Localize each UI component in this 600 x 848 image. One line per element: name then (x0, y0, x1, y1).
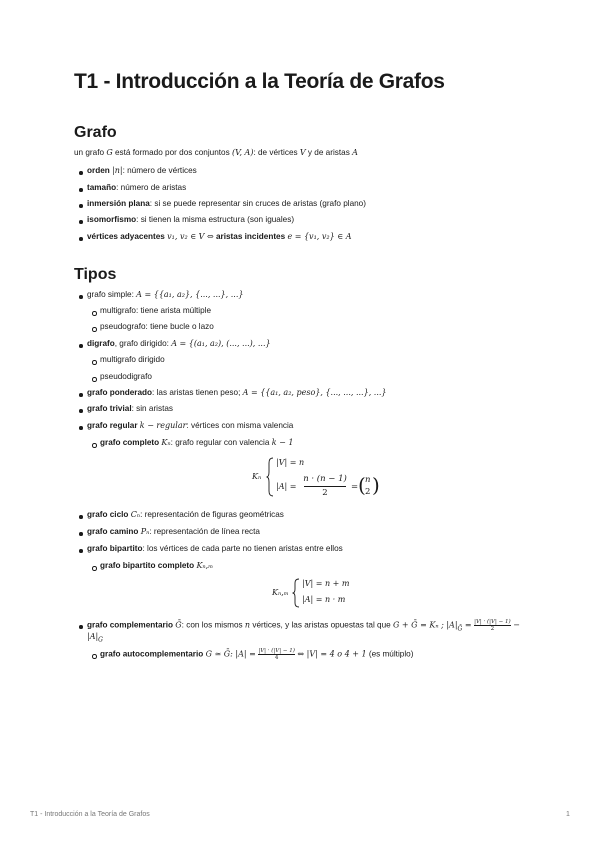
bullet-icon (79, 426, 83, 430)
list-item-camino: grafo camino Pₙ: representación de línea recta (87, 527, 260, 536)
sublist-item-multigrafo-dirigido: multigrafo dirigido (100, 355, 165, 364)
section-heading-tipos: Tipos (74, 266, 117, 283)
formula-line-v: |V| = n + m (302, 579, 350, 588)
bullet-icon (79, 237, 83, 241)
section-heading-grafo: Grafo (74, 124, 117, 141)
list-item-regular: grafo regular k − regular: vértices con misma valencia (87, 421, 294, 430)
hollow-bullet-icon (92, 327, 97, 332)
sublist-item-completo: grafo completo Kₙ: grafo regular con valencia k − 1 (100, 438, 294, 447)
formula-kn (252, 455, 382, 499)
binom-top: n (365, 475, 371, 485)
list-item-ciclo: grafo ciclo Cₙ: representación de figuras geométricas (87, 510, 284, 519)
sublist-item-multigrafo: multigrafo: tiene arista múltiple (100, 306, 212, 315)
hollow-bullet-icon (92, 654, 97, 659)
bullet-icon (79, 295, 83, 299)
list-item-isomorfismo: isomorfismo: si tienen la misma estructura (son iguales) (87, 215, 295, 224)
footer-title: T1 - Introducción a la Teoría de Grafos (30, 811, 150, 818)
list-item-bipartito: grafo bipartito: los vértices de cada parte no tienen aristas entre ellos (87, 544, 343, 553)
fraction-denominator: 2 (322, 488, 328, 498)
sublist-item-bipartito-completo: grafo bipartito completo Kₙ,ₘ (100, 561, 214, 570)
left-brace-icon (292, 578, 300, 608)
list-item-adyacentes: vértices adyacentes v₁, v₂ ∈ V ⇔ aristas incidentes e = {v₁, v₂} ∈ A (87, 232, 352, 241)
formula-knm (272, 577, 362, 609)
binom-right-paren: ) (372, 473, 380, 497)
bullet-icon (79, 393, 83, 397)
sublist-item-pseudografo: pseudografo: tiene bucle o lazo (100, 322, 214, 331)
list-item-trivial: grafo trivial: sin aristas (87, 404, 173, 413)
bullet-icon (79, 204, 83, 208)
hollow-bullet-icon (92, 377, 97, 382)
left-brace-icon (266, 457, 274, 497)
binom-left-paren: ( (358, 473, 366, 497)
sublist-item-autocomplementario: grafo autocomplementario G ≃ Ḡ: |A| = $\frac{|V| \cdot (|V| - 1)}{4}$ ⇔ |V| = 4̇ o 4̇ + 1 (es múltiplo) (100, 648, 414, 661)
fraction-numerator: n · (n − 1) (303, 474, 347, 484)
hollow-bullet-icon (92, 360, 97, 365)
formula-label: Kₙ,ₘ (272, 588, 289, 597)
bullet-icon (79, 549, 83, 553)
bullet-icon (79, 409, 83, 413)
bullet-icon (79, 171, 83, 175)
list-item-ponderado: grafo ponderado: las aristas tienen peso; A = {{a₁, a₂, peso}, {..., ..., ...}, ...} (87, 388, 387, 397)
fraction-bar (304, 486, 346, 487)
bullet-icon (79, 344, 83, 348)
list-item-tamano: tamaño: número de aristas (87, 183, 187, 192)
sublist-item-pseudodigrafo: pseudodigrafo (100, 372, 152, 381)
list-item-simple: grafo simple: A = {{a₁, a₂}, {..., ...}, ...} (87, 290, 244, 299)
bullet-icon (79, 625, 83, 629)
intro-paragraph: un grafo G está formado por dos conjuntos (V, A): de vértices V y de aristas A (74, 148, 358, 157)
formula-label: Kₙ (252, 472, 262, 481)
list-item-complementario-wrap: $|A|_G$ (87, 632, 103, 644)
bullet-icon (79, 220, 83, 224)
binom-bottom: 2 (365, 487, 371, 497)
equals-sign: = (351, 482, 359, 492)
hollow-bullet-icon (92, 311, 97, 316)
list-item-orden: orden |n|: número de vértices (87, 166, 197, 175)
bullet-icon (79, 515, 83, 519)
formula-line-v: |V| = n (276, 458, 305, 467)
list-item-inmersion: inmersión plana: si se puede representar sin cruces de aristas (grafo plano) (87, 199, 366, 208)
formula-line-a: |A| = (276, 482, 297, 491)
formula-line-a: |A| = n · m (302, 595, 346, 604)
page-title: T1 - Introducción a la Teoría de Grafos (74, 70, 445, 93)
hollow-bullet-icon (92, 443, 97, 448)
page-number: 1 (566, 811, 570, 818)
list-item-complementario: grafo complementario Ḡ: con los mismos n vértices, y las aristas opuestas tal que G + Ḡ = Kₙ ; $|A|_Ḡ$ = $\frac{|V| \cdot (|V| - 1)}{2}$ − (87, 619, 520, 633)
bullet-icon (79, 188, 83, 192)
list-item-digrafo: digrafo, grafo dirigido: A = {(a₁, a₂), (..., ...), ...} (87, 339, 271, 348)
bullet-icon (79, 532, 83, 536)
hollow-bullet-icon (92, 566, 97, 571)
